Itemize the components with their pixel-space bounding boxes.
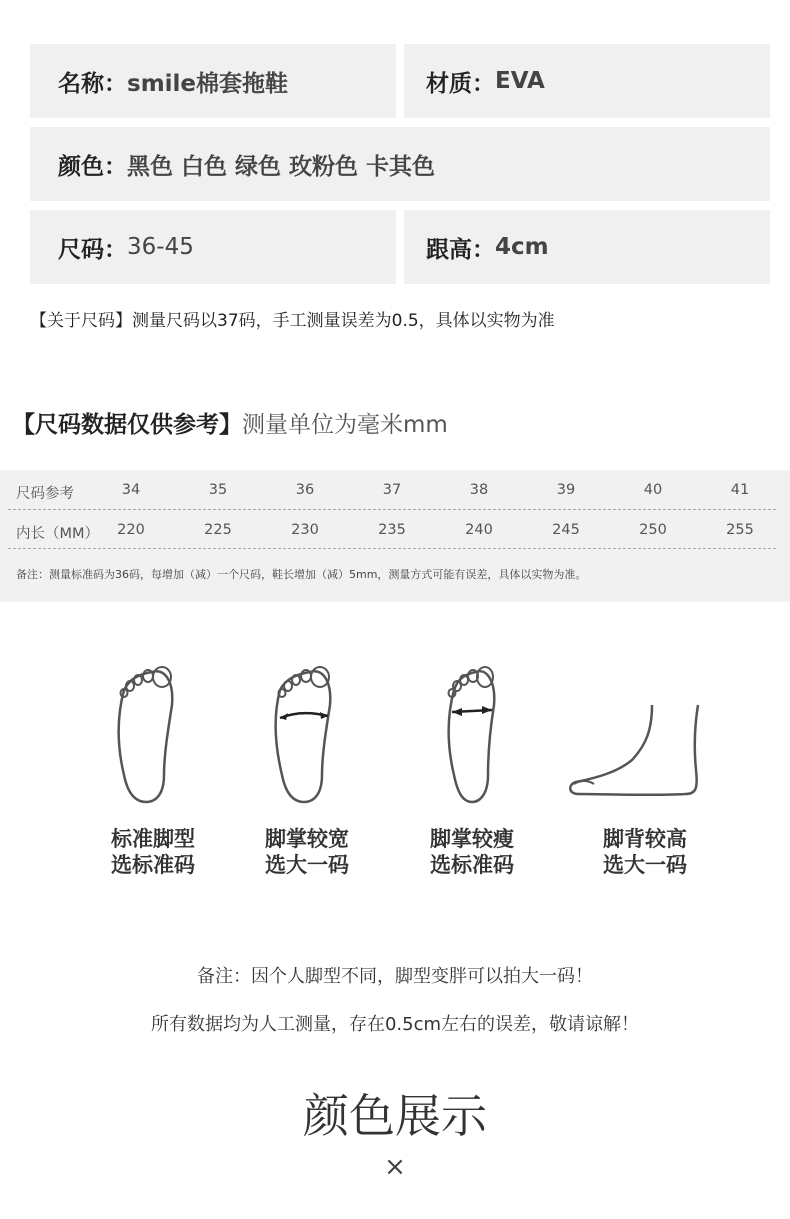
- table-heading: [12, 406, 448, 439]
- caption-line1: 脚背较高: [603, 827, 687, 851]
- table-divider: [8, 548, 776, 549]
- info-heel: [404, 210, 770, 284]
- color-label: 颜色：: [58, 153, 127, 180]
- table-heading-unit: 测量单位为毫米mm: [242, 412, 448, 438]
- caption-line2: 选标准码: [430, 853, 514, 877]
- size-note: 【关于尺码】测量尺码以37码，手工测量误差为0.5，具体以实物为准: [30, 311, 555, 331]
- foot-caption-wide: [232, 826, 382, 878]
- size-cell: 37: [382, 482, 402, 498]
- heel-label: 跟高：: [426, 236, 495, 263]
- remark-line-2: 所有数据均为人工测量，存在0.5cm左右的误差，敬请谅解！: [150, 1014, 640, 1035]
- caption-line2: 选大一码: [265, 853, 349, 877]
- foot-high-instep-icon: [566, 660, 706, 810]
- row-header-sizes: 尺码参考: [16, 486, 74, 502]
- caption-line1: 脚掌较宽: [265, 827, 349, 851]
- caption-line1: 标准脚型: [111, 827, 195, 851]
- size-label: 尺码：: [58, 236, 127, 263]
- foot-wide-icon: [240, 660, 380, 810]
- table-heading-bold: 【尺码数据仅供参考】: [12, 412, 242, 438]
- size-cell: 36: [295, 482, 315, 498]
- caption-line2: 选标准码: [111, 853, 195, 877]
- name-value: smile棉套拖鞋: [127, 70, 289, 97]
- length-cell: 220: [117, 522, 145, 538]
- length-cell: 250: [639, 522, 667, 538]
- info-color: [30, 127, 770, 201]
- table-row-sizes: [0, 470, 790, 508]
- color-display-title: 颜色展示: [303, 1089, 487, 1143]
- caption-line2: 选大一码: [603, 853, 687, 877]
- row-header-lengths: 内长（MM）: [16, 526, 100, 542]
- length-cell: 255: [726, 522, 754, 538]
- material-label: 材质：: [426, 70, 495, 97]
- foot-caption-narrow: [397, 826, 547, 878]
- length-cell: 230: [291, 522, 319, 538]
- table-note: 备注：测量标准码为36码，每增加（减）一个尺码，鞋长增加（减）5mm，测量方式可能有误差，具体以实物为准。: [16, 568, 587, 581]
- info-material: [404, 44, 770, 118]
- info-name: [30, 44, 396, 118]
- caption-line1: 脚掌较瘦: [430, 827, 514, 851]
- size-cell: 35: [208, 482, 228, 498]
- heel-value: 4cm: [495, 234, 549, 260]
- color-value: 黑色 白色 绿色 玫粉色 卡其色: [127, 153, 436, 180]
- length-cell: 235: [378, 522, 406, 538]
- length-cell: 240: [465, 522, 493, 538]
- length-cell: 245: [552, 522, 580, 538]
- size-cell: 34: [121, 482, 141, 498]
- remark-line-1: 备注：因个人脚型不同，脚型变胖可以拍大一码！: [197, 966, 593, 987]
- size-value: 36-45: [127, 234, 194, 260]
- table-row-lengths: [0, 510, 790, 548]
- name-label: 名称：: [58, 70, 127, 97]
- size-cell: 40: [643, 482, 663, 498]
- foot-caption-standard: [78, 826, 228, 878]
- size-cell: 38: [469, 482, 489, 498]
- size-cell: 41: [730, 482, 750, 498]
- foot-standard-icon: [84, 660, 224, 810]
- size-cell: 39: [556, 482, 576, 498]
- foot-caption-high-instep: [570, 826, 720, 878]
- length-cell: 225: [204, 522, 232, 538]
- info-size: [30, 210, 396, 284]
- foot-narrow-icon: [410, 660, 550, 810]
- close-icon[interactable]: ×: [384, 1152, 406, 1182]
- size-table: [0, 470, 790, 602]
- material-value: EVA: [495, 68, 545, 94]
